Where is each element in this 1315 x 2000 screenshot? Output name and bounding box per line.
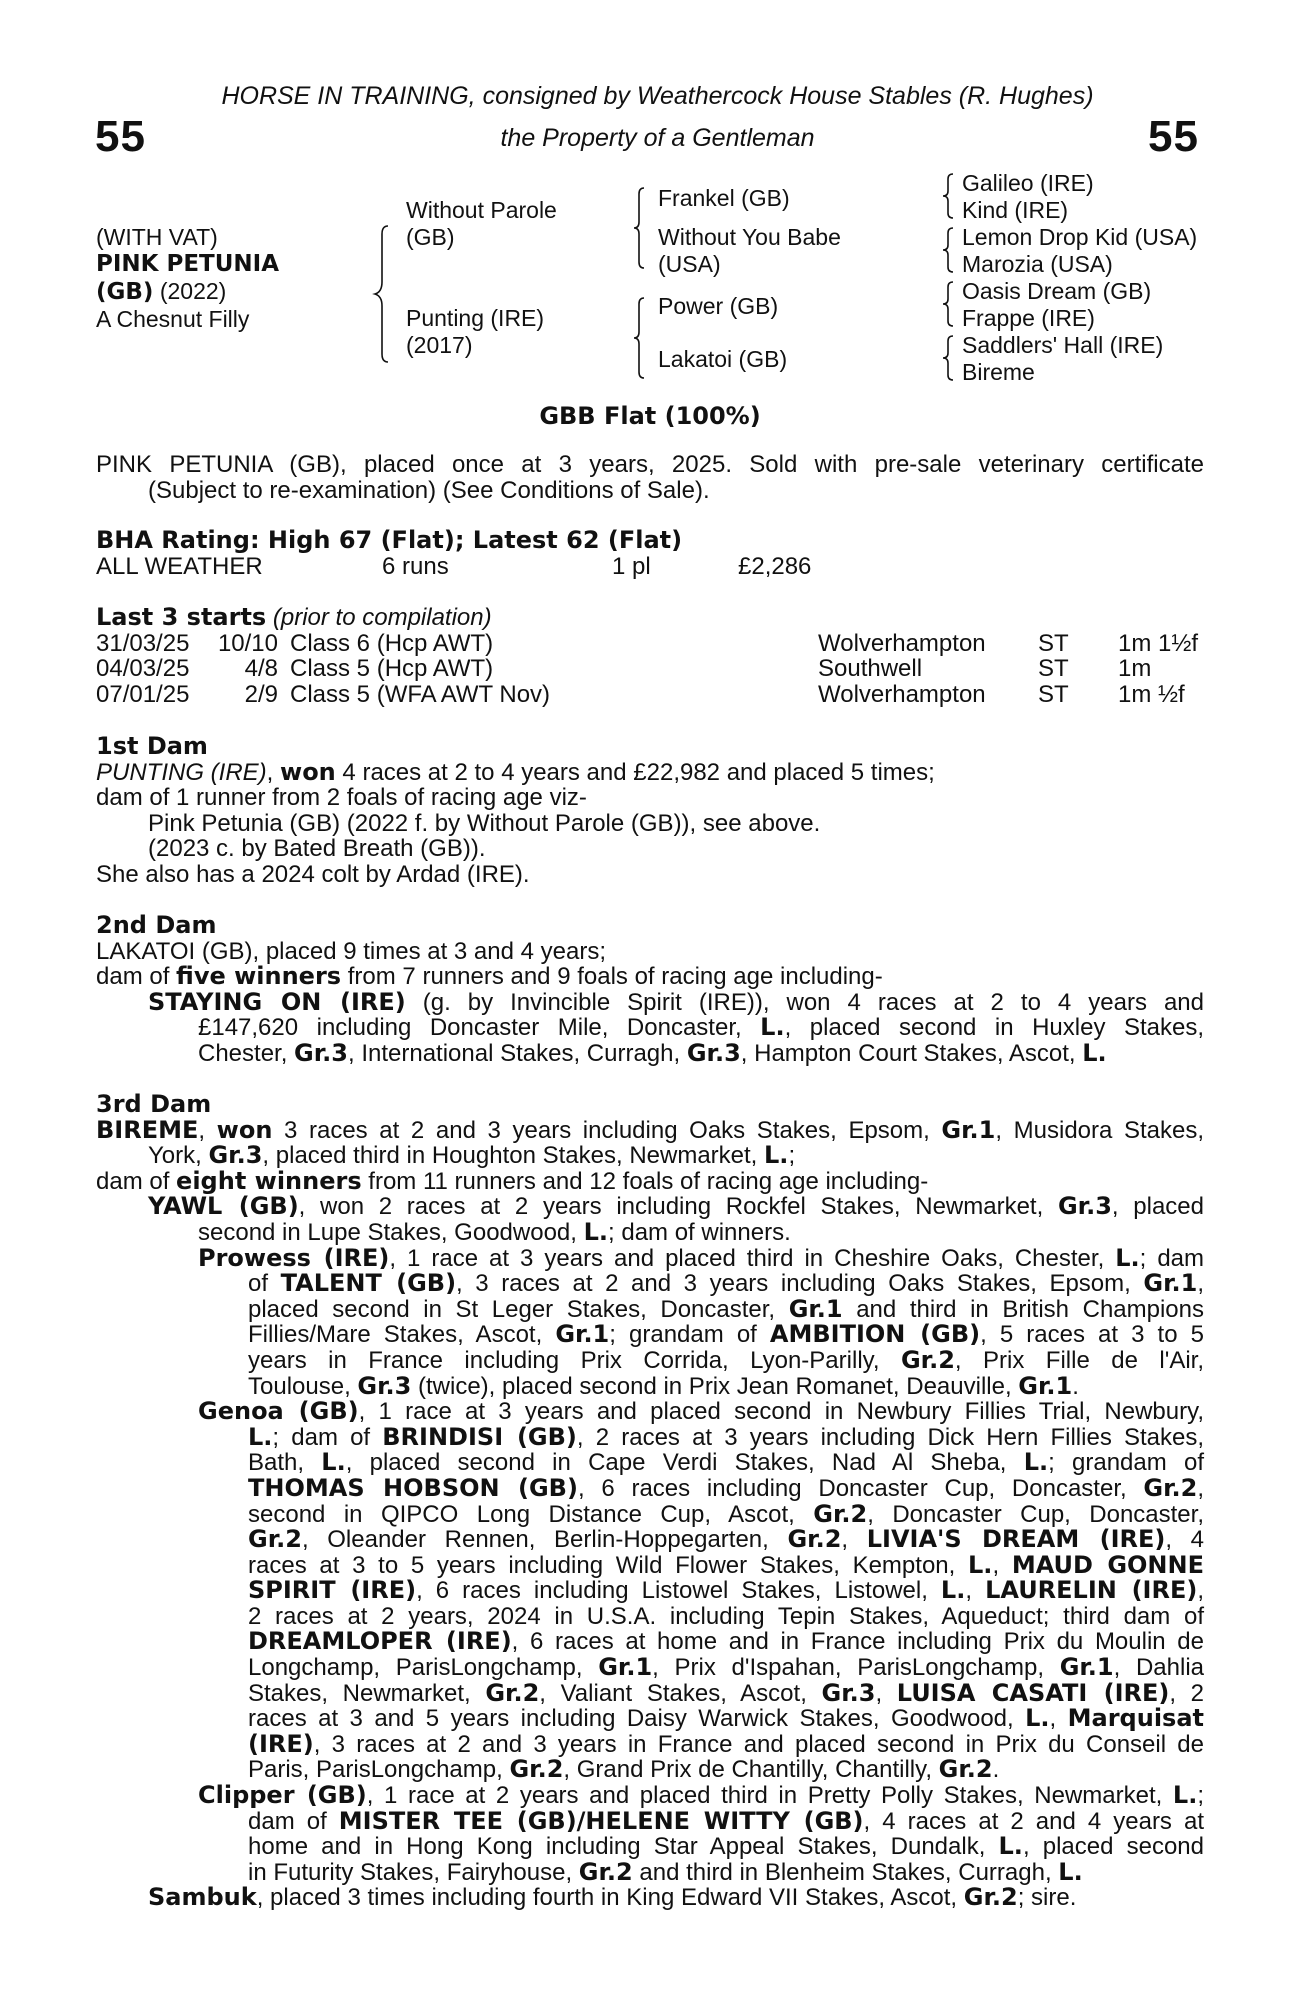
- third-dam: 3rd Dam BIREME, won 3 races at 2 and 3 years including Oaks Stakes, Epsom, Gr.1, Musidora Stakes, York, Gr.3, placed third in Houghton Stakes, Newmarket, L.; dam of eight winners from 11 runners and 12 foals of racing age including- YAWL (GB), won 2 races at 2 years including Rockfel Stakes, Newmarket, Gr.3, placed second in Lupe Stakes, Goodwood, L.; dam of winners. Prowess (IRE), 1 race at 3 years and placed third in Cheshire Oaks, Chester, L.; dam of TALENT (GB), 3 races at 2 and 3 years including Oaks Stakes, Epsom, Gr.1, placed second in St Leger Stakes, Doncaster, Gr.1 and third in British Champions Fillies/Mare Stakes, Ascot, Gr.1; grandam of AMBITION (GB), 5 races at 3 to 5 years in France including Prix Corrida, Lyon-Parilly, Gr.2, Prix Fille de l'Air, Toulouse, Gr.3 (twice), placed second in Prix Jean Romanet, Deauville, Gr.1. Genoa (GB), 1 race at 3 years and placed second in Newbury Fillies Trial, Newbury, L.; dam of BRINDISI (GB), 2 races at 3 years including Dick Hern Fillies Stakes, Bath, L., placed second in Cape Verdi Stakes, Nad Al Sheba, L.; grandam of THOMAS HOBSON (GB), 6 races including Doncaster Cup, Doncaster, Gr.2, second in QIPCO Long Distance Cup, Ascot, Gr.2, Doncaster Cup, Doncaster, Gr.2, Oleander Rennen, Berlin-Hoppegarten, Gr.2, LIVIA'S DREAM (IRE), 4 races at 3 to 5 years including Wild Flower Stakes, Kempton, L., MAUD GONNE SPIRIT (IRE), 6 races including Listowel Stakes, Listowel, L., LAURELIN (IRE), 2 races at 2 years, 2024 in U.S.A. including Tepin Stakes, Aqueduct; third dam of DREAMLOPER (IRE), 6 races at home and in France including Prix du Moulin de Longchamp, ParisLongchamp, Gr.1, Prix d'Ispahan, ParisLongchamp, Gr.1, Dahlia Stakes, Newmarket, Gr.2, Valiant Stakes, Ascot, Gr.3, LUISA CASATI (IRE), 2 races at 3 and 5 years including Daisy Warwick Stakes, Goodwood, L., Marquisat (IRE), 3 races at 2 and 3 years in France and placed second in Prix du Conseil de Paris, ParisLongchamp, Gr.2, Grand Prix de Chantilly, Chantilly, Gr.2. Clipper (GB), 1 race at 2 years and placed third in Pretty Polly Stakes, Newmarket, L.; dam of MISTER TEE (GB)/HELENE WITTY (GB), 4 races at 2 and 4 years at home and in Hong Kong including Star Appeal Stakes, Dundalk, L., placed second in Futurity Stakes, Fairyhouse, Gr.2 and third in Blenheim Stakes, Curragh, L. Sambuk, placed 3 times including fourth in King Edward VII Stakes, Ascot, Gr.2; sire.: [96, 1090, 1205, 1912]
- pedigree-brace-main: [370, 214, 400, 374]
- pedigree-sire: [406, 197, 557, 251]
- second-dam-produce: dam of five winners from 7 runners and 9 foals of racing age including-: [96, 962, 883, 991]
- horse-country: (GB): [96, 279, 154, 305]
- sire-name: Without Parole: [406, 197, 557, 223]
- start-class: Class 6 (Hcp AWT): [290, 629, 494, 657]
- last-starts-note: (prior to compilation): [272, 604, 492, 631]
- sire-sire: Frankel (GB): [658, 185, 790, 211]
- earnings: £2,286: [738, 552, 812, 580]
- first-dam-produce: dam of 1 runner from 2 foals of racing age viz-: [96, 784, 587, 812]
- pedigree-brace-g34: [940, 224, 960, 276]
- start-pos: 2/9: [244, 680, 278, 708]
- start-date: 04/03/25: [96, 655, 190, 683]
- page-title: HORSE IN TRAINING, consigned by Weathercock House Stables (R. Hughes): [221, 82, 1094, 110]
- gbb-status: GBB Flat (100%): [539, 402, 761, 430]
- last-starts-heading: Last 3 starts: [96, 603, 267, 631]
- dam-year: (2017): [406, 332, 473, 358]
- start-going: ST: [1038, 655, 1069, 683]
- sire-country: (GB): [406, 224, 455, 250]
- vat-note: (WITH VAT): [96, 224, 218, 250]
- last-starts: [96, 605, 1204, 707]
- clipper-entry: Clipper (GB), 1 race at 2 years and placed third in Pretty Polly Stakes, Newmarket, L.; dam of MISTER TEE (GB)/HELENE WITTY (GB), 4 races at 2 and 4 years at home and in Hong Kong including Star Appeal Stakes, Dundalk, L., placed second in Futurity Stakes, Fairyhouse, Gr.2 and third in Blenheim Stakes, Curragh, L.: [198, 1781, 1204, 1886]
- start-date: 31/03/25: [96, 629, 190, 657]
- summary-line-2: (Subject to re-examination) (See Conditions of Sale).: [148, 476, 710, 504]
- lot-number-right: 55: [1148, 112, 1199, 161]
- third-dam-record: BIREME, won 3 races at 2 and 3 years including Oaks Stakes, Epsom, Gr.1, Musidora Stakes,: [96, 1115, 1205, 1144]
- horse-country-year: [96, 278, 279, 306]
- sire-dam-country: (USA): [658, 251, 721, 277]
- summary-line-1: PINK PETUNIA (GB), placed once at 3 years, 2025. Sold with pre-sale veterinary certificate: [96, 451, 1204, 478]
- second-dam: [96, 913, 1204, 1067]
- horse-identity: [96, 224, 279, 333]
- start-dist: 1m ½f: [1118, 680, 1185, 708]
- placed: 1 pl: [612, 552, 651, 580]
- pedigree-brace-g56: [940, 278, 960, 330]
- start-dist: 1m 1½f: [1118, 629, 1199, 657]
- genoa-entry: Genoa (GB), 1 race at 3 years and placed second in Newbury Fillies Trial, Newbury, L.; dam of BRINDISI (GB), 2 races at 3 years including Dick Hern Fillies Stakes, Bath, L., placed second in Cape Verdi Stakes, Nad Al Sheba, L.; grandam of THOMAS HOBSON (GB), 6 races including Doncaster Cup, Doncaster, Gr.2, second in QIPCO Long Distance Cup, Ascot, Gr.2, Doncaster Cup, Doncaster, Gr.2, Oleander Rennen, Berlin-Hoppegarten, Gr.2, LIVIA'S DREAM (IRE), 4 races at 3 to 5 years including Wild Flower Stakes, Kempton, L., MAUD GONNE SPIRIT (IRE), 6 races including Listowel Stakes, Listowel, L., LAURELIN (IRE), 2 races at 2 years, 2024 in U.S.A. including Tepin Stakes, Aqueduct; third dam of DREAMLOPER (IRE), 6 races at home and in France including Prix du Moulin de Longchamp, ParisLongchamp, Gr.1, Prix d'Ispahan, ParisLongchamp, Gr.1, Dahlia Stakes, Newmarket, Gr.2, Valiant Stakes, Ascot, Gr.3, LUISA CASATI (IRE), 2 races at 3 and 5 years including Daisy Warwick Stakes, Goodwood, L., Marquisat (IRE), 3 races at 2 and 3 years in France and placed second in Prix du Conseil de Paris, ParisLongchamp, Gr.2, Grand Prix de Chantilly, Chantilly, Gr.2.: [198, 1397, 1205, 1784]
- summary: [96, 452, 1204, 503]
- g4: Marozia (USA): [962, 251, 1113, 277]
- horse-year: (2022): [159, 278, 227, 304]
- start-pos: 4/8: [244, 655, 278, 683]
- first-dam-heading: 1st Dam: [96, 732, 208, 760]
- start-going: ST: [1038, 680, 1069, 708]
- first-dam-foal-1: Pink Petunia (GB) (2022 f. by Without Parole (GB)), see above.: [148, 809, 821, 837]
- yawl-entry: YAWL (GB), won 2 races at 2 years including Rockfel Stakes, Newmarket, Gr.3, placed second in Lupe Stakes, Goodwood, L.; dam of winners.: [148, 1192, 1204, 1246]
- start-class: Class 5 (Hcp AWT): [290, 655, 494, 683]
- dam-name: Punting (IRE): [406, 305, 545, 331]
- start-course: Wolverhampton: [818, 629, 986, 657]
- first-dam: 1st Dam PUNTING (IRE), won 4 races at 2 to 4 years and £22,982 and placed 5 times; dam of 1 runner from 2 foals of racing age viz- Pink Petunia (GB) (2022 f. by Without Parole (GB)), see above. (2023 c. by Bated Breath (GB)). She also has a 2024 colt by Ardad (IRE).: [96, 734, 1204, 888]
- dam-sire: Power (GB): [658, 293, 779, 319]
- third-dam-produce: dam of eight winners from 11 runners and 12 foals of racing age including-: [96, 1166, 929, 1195]
- g8: Bireme: [962, 359, 1035, 385]
- prowess-entry: Prowess (IRE), 1 race at 3 years and placed third in Cheshire Oaks, Chester, L.; dam of TALENT (GB), 3 races at 2 and 3 years including Oaks Stakes, Epsom, Gr.1, placed second in St Leger Stakes, Doncaster, Gr.1 and third in British Champions Fillies/Mare Stakes, Ascot, Gr.1; grandam of AMBITION (GB), 5 races at 3 to 5 years in France including Prix Corrida, Lyon-Parilly, Gr.2, Prix Fille de l'Air, Toulouse, Gr.3 (twice), placed second in Prix Jean Romanet, Deauville, Gr.1.: [198, 1243, 1205, 1400]
- start-dist: 1m: [1118, 655, 1152, 683]
- rating-block: [96, 528, 1204, 580]
- g6: Frappe (IRE): [962, 305, 1095, 331]
- sire-dam-name: Without You Babe: [658, 224, 841, 250]
- lot-number-left: 55: [95, 112, 146, 161]
- g1: Galileo (IRE): [962, 170, 1094, 196]
- start-going: ST: [1038, 629, 1069, 657]
- sire-dam: [658, 224, 841, 278]
- runs: 6 runs: [382, 552, 449, 580]
- start-row: [96, 656, 1204, 682]
- surface: ALL WEATHER: [96, 552, 263, 580]
- second-dam-record: LAKATOI (GB), placed 9 times at 3 and 4 years;: [96, 937, 607, 965]
- horse-description: A Chesnut Filly: [96, 306, 250, 332]
- pedigree-brace-dam: [630, 292, 654, 382]
- start-date: 07/01/25: [96, 680, 190, 708]
- pedigree-brace-g12: [940, 170, 960, 222]
- first-dam-record: 4 races at 2 to 4 years and £22,982 and placed 5 times;: [335, 758, 935, 786]
- start-row: [96, 682, 1204, 708]
- horse-name: PINK PETUNIA: [96, 251, 280, 277]
- bha-rating: BHA Rating: High 67 (Flat); Latest 62 (Flat): [96, 526, 683, 554]
- start-course: Wolverhampton: [818, 680, 986, 708]
- start-class: Class 5 (WFA AWT Nov): [290, 680, 551, 708]
- dam-dam: Lakatoi (GB): [658, 346, 788, 372]
- g2: Kind (IRE): [962, 197, 1069, 223]
- g5: Oasis Dream (GB): [962, 278, 1152, 304]
- second-dam-heading: 2nd Dam: [96, 911, 217, 939]
- pedigree-dam: [406, 305, 544, 359]
- start-course: Southwell: [818, 655, 923, 683]
- pedigree-brace-sire: [630, 182, 654, 272]
- first-dam-won: won: [280, 757, 336, 786]
- staying-on-entry: STAYING ON (IRE) (g. by Invincible Spirit (IRE)), won 4 races at 2 to 4 years and £147,620 including Doncaster Mile, Doncaster, L., placed second in Huxley Stakes, Chester, Gr.3, International Stakes, Curragh, Gr.3, Hampton Court Stakes, Ascot, L.: [148, 987, 1204, 1067]
- start-row: [96, 631, 1204, 657]
- first-dam-name: PUNTING (IRE): [96, 758, 267, 786]
- g7: Saddlers' Hall (IRE): [962, 332, 1164, 358]
- sambuk-entry: Sambuk, placed 3 times including fourth in King Edward VII Stakes, Ascot, Gr.2; sire.: [148, 1883, 1077, 1912]
- starts-table: [96, 631, 1204, 708]
- grandparents-column: [962, 170, 1197, 386]
- start-pos: 10/10: [217, 629, 278, 657]
- first-dam-foal-2: (2023 c. by Bated Breath (GB)).: [148, 835, 486, 863]
- page-subtitle: the Property of a Gentleman: [500, 124, 815, 152]
- first-dam-foal-3: She also has a 2024 colt by Ardad (IRE).: [96, 860, 530, 888]
- pedigree-brace-g78: [940, 332, 960, 384]
- g3: Lemon Drop Kid (USA): [962, 224, 1198, 250]
- third-dam-heading: 3rd Dam: [96, 1090, 212, 1118]
